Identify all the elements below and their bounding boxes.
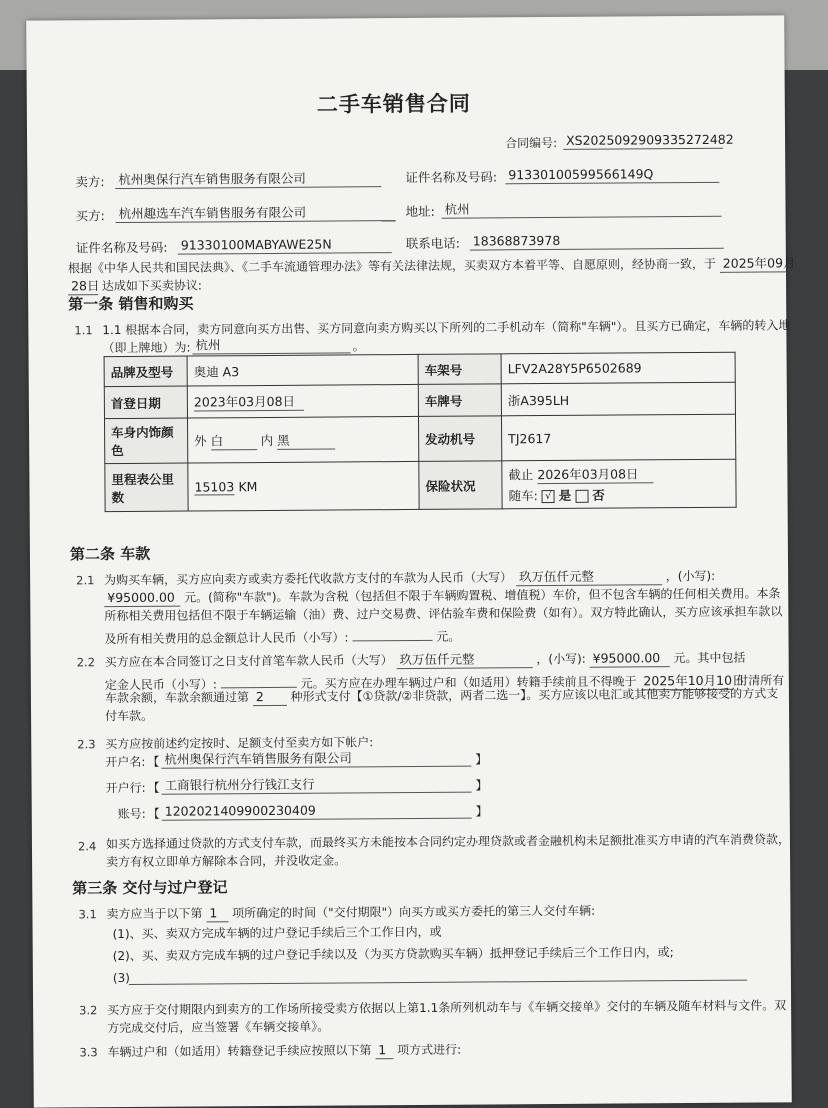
seller-label: 卖方: xyxy=(75,174,105,190)
clause-3-1-line1 xyxy=(106,903,595,923)
clause-2-1-number: 2.1 xyxy=(76,573,95,588)
clause-1-1-end: 。 xyxy=(352,338,366,354)
yes-label: 是 xyxy=(558,487,572,503)
seller-id: 91330100599566149Q xyxy=(505,166,719,184)
contract-no: XS2025092909335272482 xyxy=(563,132,723,150)
article-3-title: 第三条 交付与过户登记 xyxy=(72,878,228,898)
insurance-until-line xyxy=(508,464,729,485)
interior-label: 内 xyxy=(260,432,274,448)
table-row xyxy=(104,414,735,463)
car-price-words: 玖万伍仟元整 xyxy=(516,568,662,586)
reg-date-value: 2023年03月08日 xyxy=(194,392,304,412)
clause-2-2-i: 付车款。 xyxy=(105,708,154,724)
vin-value: LFV2A28Y5P6502689 xyxy=(501,352,735,384)
page-title: 二手车销售合同 xyxy=(316,91,471,117)
preamble-date-2: 28日 xyxy=(68,278,98,295)
mileage-cell xyxy=(188,461,419,511)
table-row xyxy=(104,352,735,386)
clause-2-1-b: ，(小写): xyxy=(665,568,716,584)
clause-1-1-text-2: （即上牌地）为: xyxy=(102,340,191,356)
bracket-right: 】 xyxy=(475,752,488,767)
clause-2-2-e: 元。买方应在办理车辆过户和（如适用）转籍手续前且不得晚于 xyxy=(300,674,637,691)
contract-page xyxy=(26,15,796,1107)
transfer-option: 1 xyxy=(375,1042,393,1059)
clause-2-1-d: 所称相关费用包括但不限于车辆运输（油）费、过户交易费、评估验车费和保险费（如有）。双方特此确认，买方应该承担车款以 xyxy=(104,604,783,624)
clause-2-4-a: 如买方选择通过贷款的方式支付车款，而最终买方未能按本合同约定办理贷款或者金融机构未足额批准买方申请的汽车消费贷款， xyxy=(105,832,791,852)
address-value: 杭州 xyxy=(441,200,721,219)
account-bank: 工商银行杭州分行钱江支行 xyxy=(162,776,472,795)
clause-3-3-a: 车辆过户和（如适用）转籍登记手续应按照以下第 xyxy=(107,1043,372,1060)
transfer-place: 杭州 xyxy=(192,336,350,354)
no-checkbox[interactable] xyxy=(575,490,588,503)
clause-2-1-line4 xyxy=(104,624,460,647)
preamble-date-1: 2025年09月 xyxy=(720,255,786,272)
buyer-name: 杭州趣选车汽车销售服务有限公司 xyxy=(116,204,396,223)
clause-3-1-option-2: (2)、买、卖双方完成车辆的过户登记手续以及（为买方贷款购买车辆）抵押登记手续后三个工作日内，或; xyxy=(112,945,674,964)
clause-2-2-number: 2.2 xyxy=(76,655,96,670)
buyer-label: 买方: xyxy=(75,208,105,224)
address-label: 地址: xyxy=(405,203,435,220)
clause-2-2-a: 买方应在本合同签订之日支付首笔车款人民币（大写） xyxy=(104,653,393,670)
plate-label: 车牌号 xyxy=(418,384,501,417)
insurance-cell xyxy=(502,459,736,509)
exterior-color: 白 xyxy=(211,431,257,450)
bracket-right: 】 xyxy=(475,778,488,793)
bracket-left: 【 xyxy=(147,780,160,795)
deposit-blank xyxy=(221,671,297,689)
clause-2-2-c: 元。其中包括 xyxy=(673,650,746,666)
clause-2-2-b: ，(小写): xyxy=(536,651,586,667)
account-name: 杭州奥保行汽车销售服务有限公司 xyxy=(161,750,471,769)
reg-date-cell xyxy=(187,384,418,418)
contract-no-label: 合同编号: xyxy=(505,135,558,151)
color-label: 车身内饰颜色 xyxy=(104,418,187,464)
mileage-unit: KM xyxy=(238,478,258,494)
exterior-label: 外 xyxy=(194,432,207,448)
brand-value: 奥迪 A3 xyxy=(187,354,418,386)
clause-2-4-b: 卖方有权立即单方解除本合同，并没收定金。 xyxy=(106,853,347,870)
clause-2-3-text: 买方应按前述约定按时、足额支付至卖方如下帐户: xyxy=(105,735,374,752)
clause-2-1-c: 元。(简称"车款")。车款为含税（包括但不限于车辆购置税、增值税）车价，但不包含车辆的任何相关费用。本条 xyxy=(184,586,781,605)
engine-value: TJ2617 xyxy=(501,414,735,461)
clause-3-1-a: 卖方应当于以下第 xyxy=(106,906,203,922)
reg-date-label: 首登日期 xyxy=(104,386,187,419)
table-row xyxy=(105,459,736,511)
clause-2-3-number: 2.3 xyxy=(77,737,96,752)
car-price: ¥95000.00 xyxy=(104,590,180,608)
clause-3-1-b: 项所确定的时间（"交付期限"）向买方或买方委托的第三人交付车辆: xyxy=(232,903,596,921)
clause-2-4-number: 2.4 xyxy=(77,839,97,854)
first-payment-words: 玖万伍仟元整 xyxy=(396,651,532,669)
seller-name: 杭州奥保行汽车销售服务有限公司 xyxy=(115,170,381,189)
clause-2-2-f: 付清所有 xyxy=(736,673,785,688)
clause-2-1-a: 为购买车辆，买方应向卖方或卖方委托代收款方支付的车款为人民币（大写） xyxy=(104,570,513,588)
vin-label: 车架号 xyxy=(418,354,501,385)
seller-id-label: 证件名称及号码: xyxy=(405,169,498,186)
clause-2-2-line3 xyxy=(105,685,778,707)
clause-1-1-number: 1.1 xyxy=(74,323,93,338)
mileage-label: 里程表公里数 xyxy=(105,463,188,512)
clause-3-2-number: 3.2 xyxy=(79,1003,98,1018)
buyer-id-label: 证件名称及号码: xyxy=(75,239,168,256)
account-no: 1202021409900230409 xyxy=(162,802,472,821)
article-1-title: 第一条 销售和购买 xyxy=(68,294,194,314)
with-car-line xyxy=(508,485,729,505)
delivery-option: 1 xyxy=(206,905,228,922)
clause-2-1-e: 及所有相关费用的总金额总计人民币（小写）: xyxy=(104,630,349,647)
clause-1-1-text: 1.1 根据本合同，卖方同意向买方出售、买方同意向卖方购买以下所列的二手机动车（简称"车辆"）。且买方已确定，车辆的转入地 xyxy=(102,318,791,338)
insurance-label: 保险状况 xyxy=(419,461,502,510)
preamble-text xyxy=(67,255,796,277)
insurance-until-label: 截止 xyxy=(508,467,534,483)
phone-label: 联系电话: xyxy=(405,235,461,252)
preamble-a: 根据《中华人民共和国民法典》、《二手车流通管理办法》等有关法律法规，买卖双方本着平等、自愿原则，经协商一致，于 xyxy=(67,256,716,276)
clause-2-2-d: 定金人民币（小写）: xyxy=(104,677,217,693)
color-cell xyxy=(187,416,418,463)
account-no-label: 账号: xyxy=(117,806,146,822)
bracket-right: 】 xyxy=(475,804,488,819)
payment-method: 2 xyxy=(253,689,287,706)
clause-3-1-option-3-blank xyxy=(129,964,747,985)
account-bank-label: 开户行: xyxy=(105,780,146,796)
engine-label: 发动机号 xyxy=(418,416,501,462)
clause-3-3-number: 3.3 xyxy=(79,1045,98,1060)
no-label: 否 xyxy=(592,487,605,503)
clause-2-2-h: 种形式支付【①贷款/②非贷款，两者二选一】。买方应该以电汇或其他卖方能够接受的方式支 xyxy=(290,686,779,704)
bracket-left: 【 xyxy=(147,806,160,821)
mileage-value: 15103 xyxy=(194,478,235,494)
preamble-line2 xyxy=(68,277,202,295)
first-payment: ¥95000.00 xyxy=(590,650,670,668)
brand-label: 品牌及型号 xyxy=(104,356,187,387)
insurance-until-value: 2026年03月08日 xyxy=(537,464,653,484)
yes-checkbox[interactable]: √ xyxy=(542,490,555,503)
clause-3-1-option-3-label: (3) xyxy=(112,970,130,986)
clause-3-2-b: 方完成交付后，应当签署《车辆交接单》。 xyxy=(107,1019,330,1036)
interior-color: 黑 xyxy=(277,430,335,449)
account-name-label: 开户名: xyxy=(105,754,146,770)
article-2-title: 第二条 车款 xyxy=(69,544,151,564)
clause-3-2-a: 买方应于交付期限内到卖方的工作场所接受卖方依据以上第1.1条所列机动车与《车辆交接单》交付的车辆及随车材料与文件。双 xyxy=(107,998,787,1018)
bracket-left: 【 xyxy=(147,754,160,769)
clause-3-1-number: 3.1 xyxy=(78,907,97,922)
preamble-b: 达成如下买卖协议: xyxy=(101,278,202,294)
payment-deadline: 2025年10月10日 xyxy=(640,673,732,691)
clause-3-3-b: 项方式进行: xyxy=(397,1042,462,1058)
clause-2-1-f: 元。 xyxy=(436,629,461,644)
with-car-label: 随车: xyxy=(508,488,538,504)
clause-3-1-option-1: (1)、买、卖双方完成车辆的过户登记手续后三个工作日内，或 xyxy=(112,924,442,942)
clause-3-3-line xyxy=(107,1042,461,1061)
table-row xyxy=(104,382,735,418)
total-amount-blank xyxy=(352,624,432,642)
phone-value: 18368873978 xyxy=(470,232,724,251)
buyer-id: 91330100MABYAWE25N xyxy=(178,236,392,254)
vehicle-table xyxy=(104,352,737,512)
clause-2-2-g: 车款余额，车款余额通过第 xyxy=(104,690,250,706)
plate-value: 浙A395LH xyxy=(501,382,735,416)
